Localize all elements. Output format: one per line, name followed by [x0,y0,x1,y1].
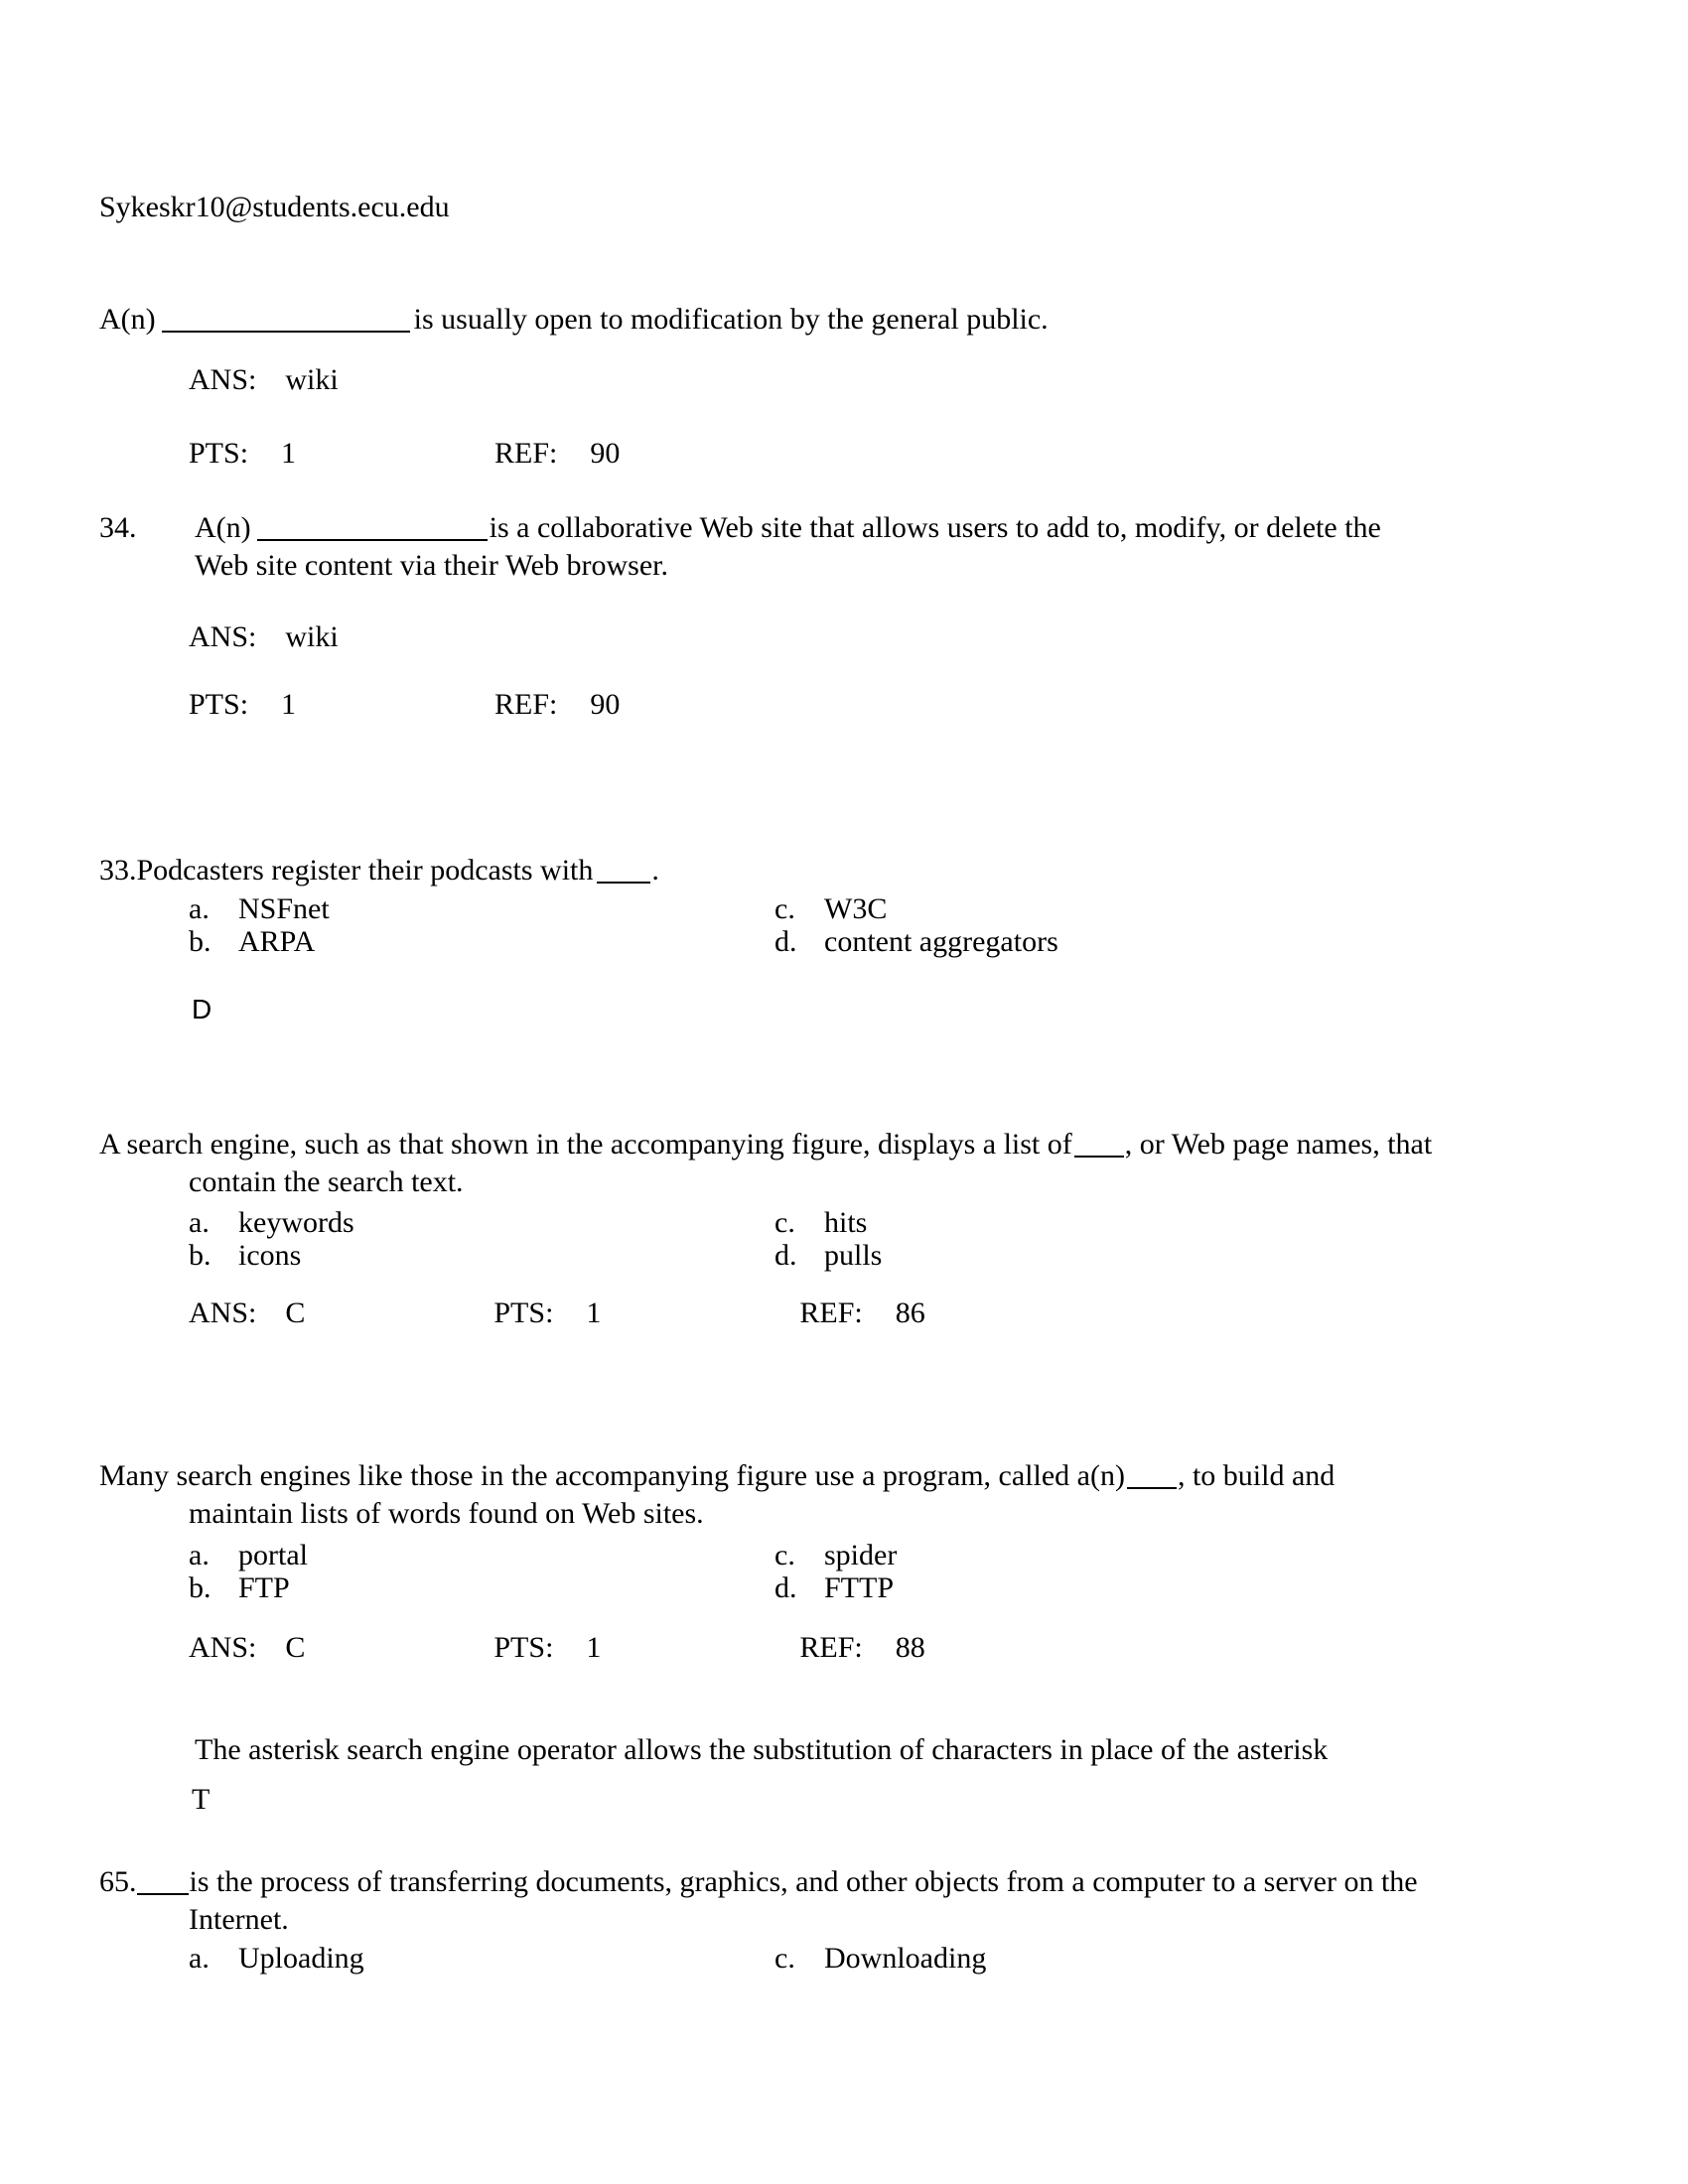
fill-in-blank [1127,1487,1177,1489]
option-label-b: b. [189,925,211,958]
ref-label: REF: [799,1297,863,1329]
option-text-d[interactable]: pulls [824,1239,883,1272]
question-stem-hits-line1 [99,1125,1432,1164]
option-text-a[interactable]: NSFnet [238,892,330,925]
ref-label: REF: [494,437,558,470]
option-label-d: d. [774,1571,797,1604]
option-label-c: c. [774,1206,795,1239]
question-stem-33 [99,851,659,890]
question-stem-hits-line2: contain the search text. [189,1165,464,1198]
ans-label: ANS: [189,1297,257,1329]
handwritten-answer-33: D [192,994,212,1024]
pts-label: PTS: [493,1631,554,1664]
question-stem-wiki-open [99,300,1049,340]
pts-ref-row-wiki-open [189,434,620,474]
fill-in-blank [1074,1156,1124,1158]
header-email: Sykeskr10@students.ecu.edu [99,191,450,223]
fill-in-blank [162,331,410,333]
ans-value: C [285,1297,306,1329]
stem-prefix: A(n) [195,511,251,544]
stem-suffix: , to build and [1177,1459,1336,1492]
stem-suffix: . [651,854,659,887]
ans-value: C [285,1631,306,1664]
option-text-d[interactable]: FTTP [824,1571,895,1604]
option-label-b: b. [189,1571,211,1604]
question-number-33: 33. [99,854,137,887]
ans-label: ANS: [189,1631,257,1664]
ans-label: ANS: [189,363,257,396]
stem-suffix: , or Web page names, that [1124,1128,1433,1160]
ans-pts-ref-row-spider [189,1628,925,1668]
option-label-a: a. [189,1942,210,1975]
stem-suffix: is a collaborative Web site that allows users to add to, modify, or delete the [489,511,1381,544]
option-text-c[interactable]: hits [824,1206,868,1239]
stem-prefix: A search engine, such as that shown in the accompanying figure, displays a list of [99,1128,1072,1160]
pts-value: 1 [586,1297,602,1329]
option-text-a[interactable]: keywords [238,1206,354,1239]
ref-value: 90 [590,688,621,721]
stem-prefix: A(n) [99,303,156,336]
option-text-c[interactable]: W3C [824,892,888,925]
question-stem-spider-line1 [99,1456,1335,1496]
ref-value: 90 [590,437,621,470]
option-text-c[interactable]: Downloading [824,1942,987,1975]
pts-label: PTS: [189,688,249,721]
pts-value: 1 [281,688,297,721]
fill-in-blank [257,539,488,541]
option-text-b[interactable]: FTP [238,1571,290,1604]
ans-value: wiki [285,363,339,396]
stem-suffix: is the process of transferring documents, graphics, and other objects from a computer to a server on the [189,1865,1418,1898]
option-label-a: a. [189,892,210,925]
pts-label: PTS: [493,1297,554,1329]
question-stem-65-line2: Internet. [189,1903,289,1936]
pts-label: PTS: [189,437,249,470]
option-text-b[interactable]: ARPA [238,925,316,958]
ref-label: REF: [799,1631,863,1664]
option-label-c: c. [774,1539,795,1571]
ref-value: 88 [895,1631,925,1664]
pts-ref-row-34 [189,685,620,725]
pts-value: 1 [281,437,297,470]
stem-prefix: Many search engines like those in the accompanying figure use a program, called a(n) [99,1459,1125,1492]
option-label-a: a. [189,1206,210,1239]
option-text-a[interactable]: Uploading [238,1942,364,1975]
option-label-c: c. [774,892,795,925]
stem-suffix: is usually open to modification by the general public. [413,303,1049,336]
ans-label: ANS: [189,620,257,653]
pts-value: 1 [586,1631,602,1664]
option-label-b: b. [189,1239,211,1272]
question-stem-34-line1 [195,508,1381,548]
question-stem-spider-line2: maintain lists of words found on Web sites. [189,1497,704,1530]
answer-row-34 [189,617,339,657]
option-text-a[interactable]: portal [238,1539,308,1571]
ref-value: 86 [895,1297,925,1329]
question-stem-34-line2: Web site content via their Web browser. [195,549,668,582]
option-text-c[interactable]: spider [824,1539,898,1571]
ref-label: REF: [494,688,558,721]
question-number-34: 34. [99,511,137,544]
option-label-d: d. [774,1239,797,1272]
question-stem-asterisk: The asterisk search engine operator allows the substitution of characters in place of the asterisk [195,1733,1329,1766]
ans-value: wiki [285,620,339,653]
question-number-65: 65. [99,1865,137,1898]
option-label-d: d. [774,925,797,958]
ans-pts-ref-row-hits [189,1294,925,1333]
fill-in-blank [137,1893,189,1895]
handwritten-answer-asterisk: T [192,1783,211,1816]
stem-prefix: Podcasters register their podcasts with [136,854,594,887]
answer-row-wiki-open [189,360,339,400]
fill-in-blank [597,882,650,884]
option-label-c: c. [774,1942,795,1975]
option-label-a: a. [189,1539,210,1571]
question-stem-65-line1 [99,1862,1418,1902]
option-text-d[interactable]: content aggregators [824,925,1058,958]
option-text-b[interactable]: icons [238,1239,302,1272]
